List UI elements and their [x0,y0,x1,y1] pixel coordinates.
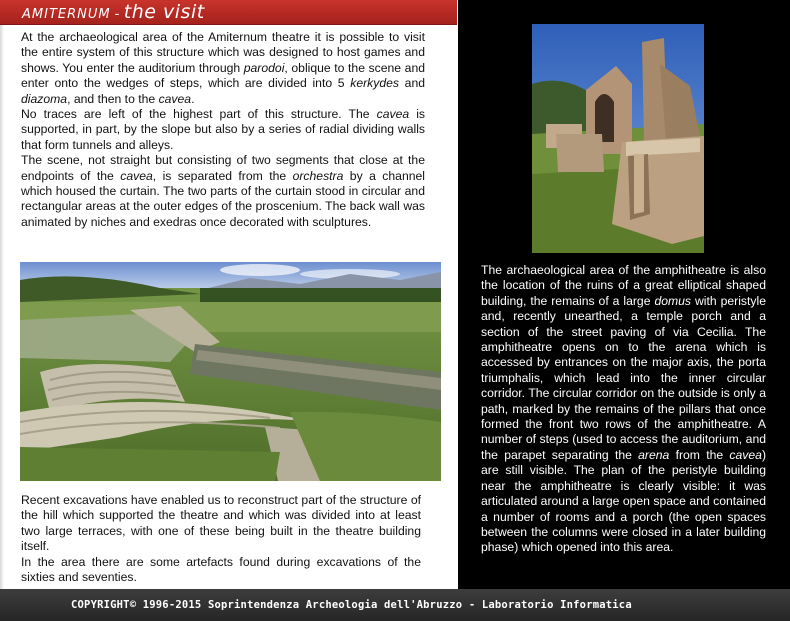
term-cavea: cavea [729,447,762,462]
theatre-photo [20,262,441,481]
term-diazoma: diazoma [21,91,68,106]
right-text: The archaeological area of the amphitheatre is also the location of the ruins of a great elliptical shaped building, the remains of a large domus with peristyle and, recently unearthed, a temple porch and a section of the street paving of via Cecilia. The amphitheatre opens on to the arena which is accessed by entrances on the major axis, the porta triumphalis, which lead into the inner circular corridor. The circular corridor on the outside is only a path, marked by the remains of the pillars that once formed the front two rows of the amphitheatre. A number of steps (used to access the auditorium, and the parapet separating the arena from the cavea) are still visible. The plan of the peristyle building near the amphitheatre is clearly visible: it was articulated around a large open space and contained a number of rooms and a porch (the open spaces between the columns were closed in a later building phase) which opened into this area. [481,263,766,555]
page-title [22,1,205,26]
intro-paragraph-1: At the archaeological area of the Amiternum theatre it is possible to visit the entire system of this structure which was designed to host games and shows. You enter the auditorium through parodoi, oblique to the scene and enter onto the wedges of steps, which are divided into 5 kerkydes and diazoma, and then to the cavea. [21,30,425,106]
term-parodoi: parodoi [243,60,285,75]
lower-left-text [21,493,421,585]
intro-text [21,30,425,230]
lower-paragraph-1: Recent excavations have enabled us to reconstruct part of the structure of the hill which supported the theatre and which was divided into at least two large terraces, with one of these being built in the theatre building itself. [21,493,421,554]
title-separator: - [114,7,120,22]
term-arena: arena [638,447,670,462]
term-cavea: cavea [158,91,192,106]
footer [0,589,790,621]
term-domus: domus [654,293,692,308]
term-orchestra: orchestra [292,168,344,183]
left-edge-shadow [0,0,4,589]
intro-paragraph-3: The scene, not straight but consisting of two segments that close at the endpoints of the cavea, is separated from the orchestra by a channel which housed the curtain. The two parts of the curtain stood in circular and rectangular areas at the outer edges of the proscenium. The back wall was animated by niches and exedras once decorated with sculptures. [21,153,425,229]
copyright-text: COPYRIGHT© 1996-2015 Soprintendenza Archeologia dell'Abruzzo - Laboratorio Informatica [71,599,632,611]
title-main: the visit [123,1,205,23]
term-kerkydes: kerkydes [350,76,399,91]
intro-paragraph-2: No traces are left of the highest part of this structure. The cavea is supported, in part, by the slope but also by a series of radial dividing walls that form tunnels and alleys. [21,107,426,152]
term-cavea: cavea [376,107,410,122]
title-bar [0,0,457,25]
amphitheatre-photo [532,24,704,253]
term-cavea: cavea [120,168,153,183]
lower-paragraph-2: In the area there are some artefacts found during excavations of the sixties and seventies. [21,554,421,585]
title-prefix: AMITERNUM [22,7,111,22]
